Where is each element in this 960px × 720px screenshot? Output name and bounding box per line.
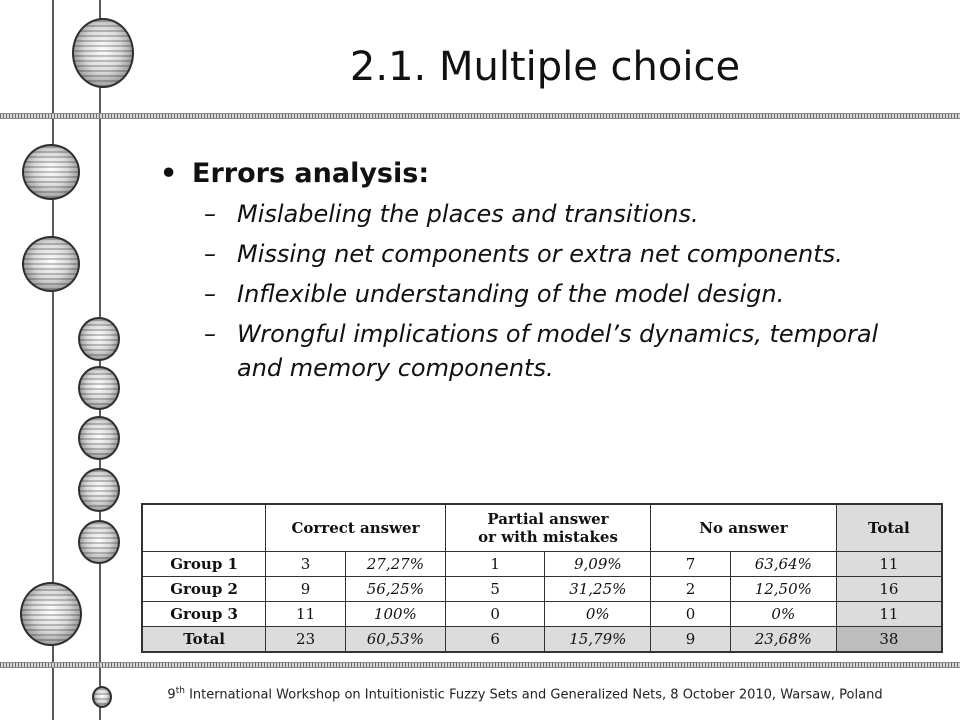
table-row (142, 552, 942, 577)
sub-bullet-item (160, 277, 920, 311)
cell-correct-count: 3 (266, 552, 346, 577)
decorative-bead-icon (78, 520, 120, 564)
main-bullet-text: Errors analysis: (192, 158, 430, 189)
cell-correct-count: 9 (266, 577, 346, 602)
dash-icon: – (204, 320, 216, 348)
row-label: Group 2 (142, 577, 266, 602)
sub-bullet-text: Inflexible understanding of the model design. (237, 280, 785, 308)
dash-icon: – (204, 240, 216, 268)
dash-icon: – (204, 280, 216, 308)
bullet-dot-icon: • (160, 158, 178, 189)
dash-icon: – (204, 200, 216, 228)
header-partial-line1: Partial answer (487, 510, 609, 528)
cell-correct-count: 23 (266, 627, 346, 653)
cell-none-count: 0 (651, 602, 731, 627)
main-bullet (160, 158, 920, 189)
cell-partial-count: 0 (445, 602, 545, 627)
header-partial-line2: or with mistakes (478, 528, 618, 546)
cell-partial-percent: 9,09% (545, 552, 651, 577)
cell-none-count: 9 (651, 627, 731, 653)
decorative-bead-icon (22, 236, 80, 292)
footer-number: 9 (167, 687, 176, 703)
cell-partial-percent: 15,79% (545, 627, 651, 653)
cell-partial-percent: 0% (545, 602, 651, 627)
decorative-bead-icon (22, 144, 80, 200)
cell-none-count: 7 (651, 552, 731, 577)
cell-none-percent: 12,50% (730, 577, 836, 602)
decorative-bead-icon (78, 416, 120, 460)
cell-grand-total: 38 (836, 627, 942, 653)
header-blank (142, 504, 266, 552)
sub-bullet-item (160, 317, 920, 385)
cell-correct-percent: 100% (345, 602, 445, 627)
sub-bullet-item (160, 197, 920, 231)
slide-title: 2.1. Multiple choice (349, 44, 741, 90)
table-header-row (142, 504, 942, 552)
row-label: Group 1 (142, 552, 266, 577)
footer-text: International Workshop on Intuitionistic Fuzzy Sets and Generalized Nets, 8 October 2010, Warsaw, Poland (184, 687, 883, 703)
sub-bullet-text: Missing net components or extra net components. (237, 240, 843, 268)
sub-bullet-list (160, 197, 920, 385)
cell-correct-percent: 27,27% (345, 552, 445, 577)
decorative-bead-icon (78, 366, 120, 410)
slide-content (160, 158, 920, 391)
footer-superscript: th (175, 686, 185, 696)
cell-correct-count: 11 (266, 602, 346, 627)
slide-footer (0, 686, 960, 702)
cell-none-percent: 0% (730, 602, 836, 627)
decorative-bead-icon (20, 582, 82, 646)
sub-bullet-text: Mislabeling the places and transitions. (237, 200, 699, 228)
sub-bullet-text: Wrongful implications of model’s dynamics, temporal and memory components. (237, 320, 879, 382)
sub-bullet-item (160, 237, 920, 271)
table-row (142, 602, 942, 627)
cell-none-percent: 23,68% (730, 627, 836, 653)
cell-partial-count: 6 (445, 627, 545, 653)
table-row (142, 577, 942, 602)
cell-total: 11 (836, 552, 942, 577)
decorative-bar-bottom (0, 662, 960, 668)
cell-correct-percent: 56,25% (345, 577, 445, 602)
decorative-bead-icon (78, 468, 120, 512)
cell-partial-count: 1 (445, 552, 545, 577)
header-correct: Correct answer (266, 504, 446, 552)
cell-partial-percent: 31,25% (545, 577, 651, 602)
cell-none-count: 2 (651, 577, 731, 602)
header-total: Total (836, 504, 942, 552)
cell-none-percent: 63,64% (730, 552, 836, 577)
cell-total: 11 (836, 602, 942, 627)
header-partial (445, 504, 650, 552)
cell-partial-count: 5 (445, 577, 545, 602)
row-label: Group 3 (142, 602, 266, 627)
cell-correct-percent: 60,53% (345, 627, 445, 653)
decorative-bead-icon (78, 317, 120, 361)
row-label: Total (142, 627, 266, 653)
results-table (141, 503, 943, 653)
cell-total: 16 (836, 577, 942, 602)
header-none: No answer (651, 504, 837, 552)
table-total-row (142, 627, 942, 653)
decorative-bar-top (0, 113, 960, 119)
